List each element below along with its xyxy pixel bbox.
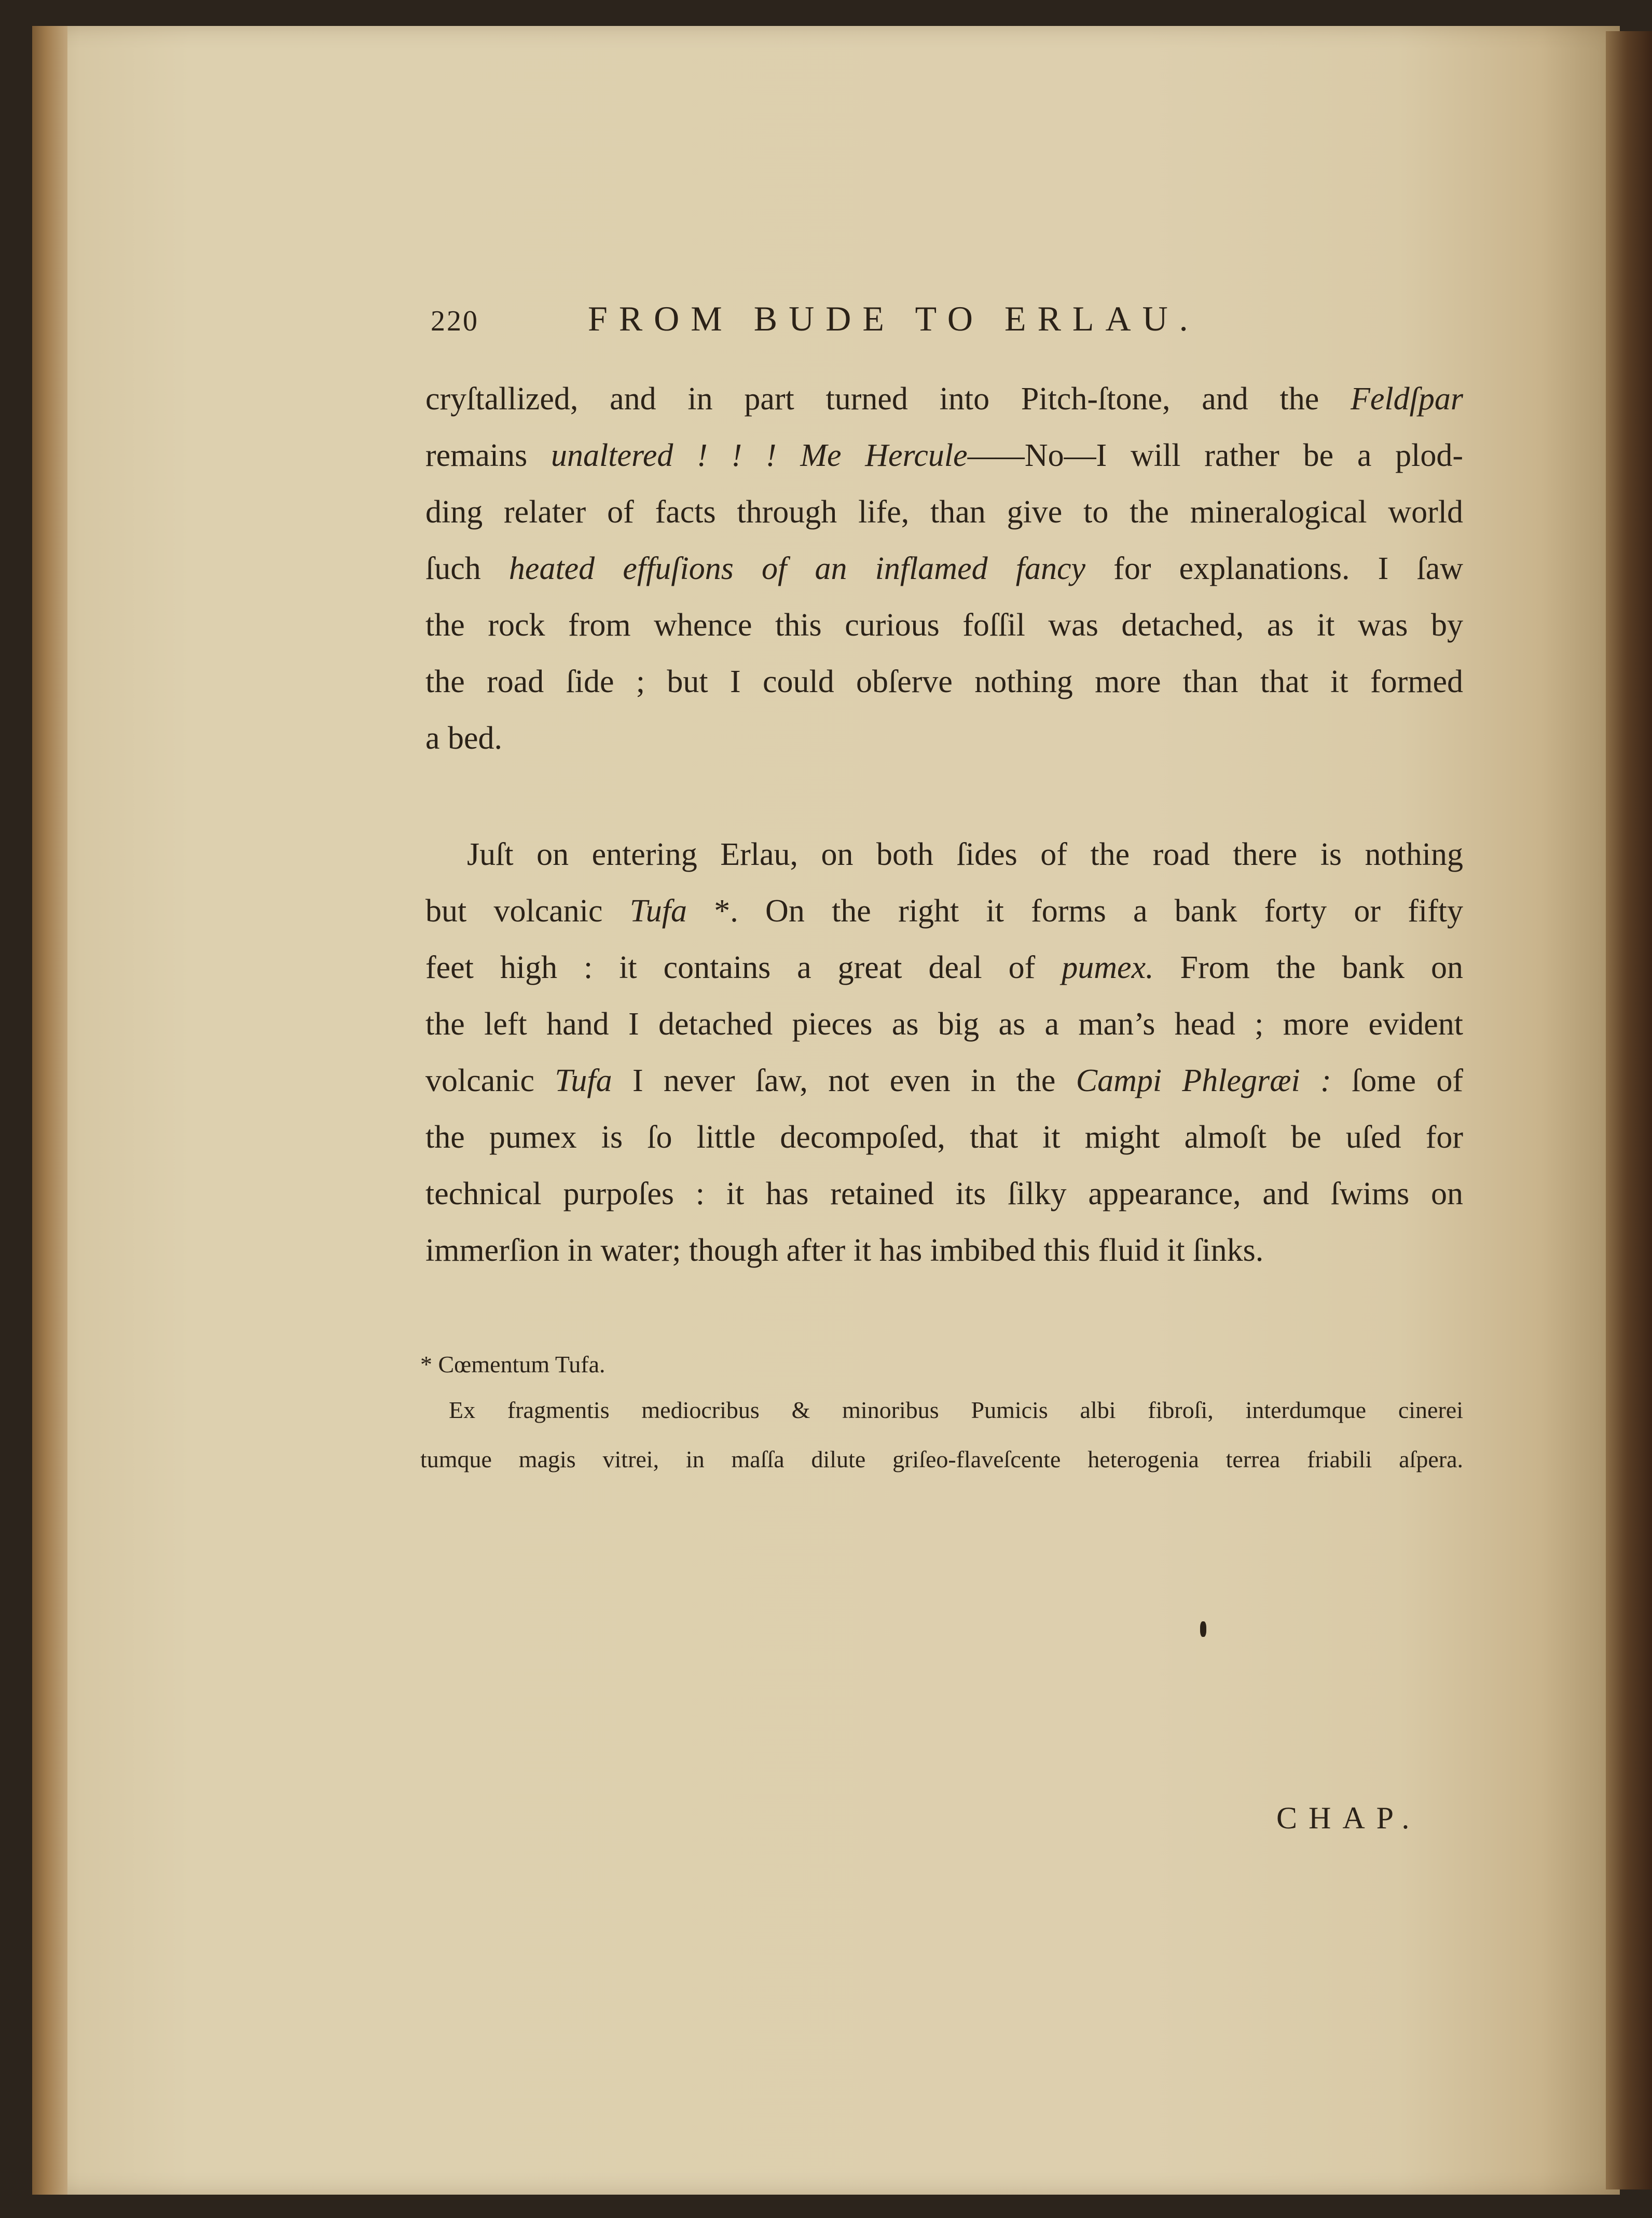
page-edge xyxy=(32,26,67,2195)
text-line: technical purpoſes : it has retained its ſilky appearance, and ſwims on xyxy=(425,1176,1463,1211)
paragraph-break xyxy=(425,767,1463,826)
text-line: remains unaltered ! ! ! Me Hercule——No—I will rather be a plod- xyxy=(425,438,1464,473)
running-title: FROM BUDE TO ERLAU. xyxy=(588,299,1200,338)
footnote-heading: * Cœmentum Tufa. xyxy=(420,1351,605,1377)
text-line: cryſtallized, and in part turned into Pitch-ſtone, and the Feldſpar xyxy=(425,381,1463,417)
page-header xyxy=(431,298,1474,340)
footnote-line: Ex fragmentis mediocribus & minoribus Pumicis albi fibroſi, interdumque cinerei xyxy=(449,1397,1463,1423)
text-line: the pumex is ſo little decompoſed, that it might almoſt be uſed for xyxy=(425,1120,1463,1155)
text-line: volcanic Tufa I never ſaw, not even in the Campi Phlegræi : ſome of xyxy=(425,1063,1463,1098)
book-gutter xyxy=(1606,31,1652,2189)
text-line: a bed. xyxy=(425,721,503,756)
catchword: CHAP. xyxy=(1276,1801,1421,1835)
text-line: feet high : it contains a great deal of pumex. From the bank on xyxy=(425,950,1463,985)
text-line: the road ſide ; but I could obſerve nothing more than that it formed xyxy=(425,664,1463,699)
text-line: Juſt on entering Erlau, on both ſides of the road there is nothing xyxy=(467,837,1463,872)
text-line: the rock from whence this curious foſſil was detached, as it was by xyxy=(425,608,1463,643)
text-line: the left hand I detached pieces as big as a man’s head ; more evident xyxy=(425,1007,1463,1042)
text-line: ſuch heated effuſions of an inflamed fancy for explanations. I ſaw xyxy=(425,551,1463,586)
footnote xyxy=(420,1344,1463,1484)
text-line: but volcanic Tufa *. On the right it forms a bank forty or fifty xyxy=(425,893,1463,929)
body-text xyxy=(425,371,1463,1279)
footnote-line: tumque magis vitrei, in maſſa dilute griſeo-flaveſcente heterogenia terrea friabili aſpera. xyxy=(420,1446,1463,1472)
text-line: ding relater of facts through life, than give to the mineralogical world xyxy=(425,494,1463,530)
ink-mark xyxy=(1200,1621,1206,1637)
text-line: immerſion in water; though after it has imbibed this fluid it ſinks. xyxy=(425,1233,1264,1268)
page-number: 220 xyxy=(431,305,479,337)
